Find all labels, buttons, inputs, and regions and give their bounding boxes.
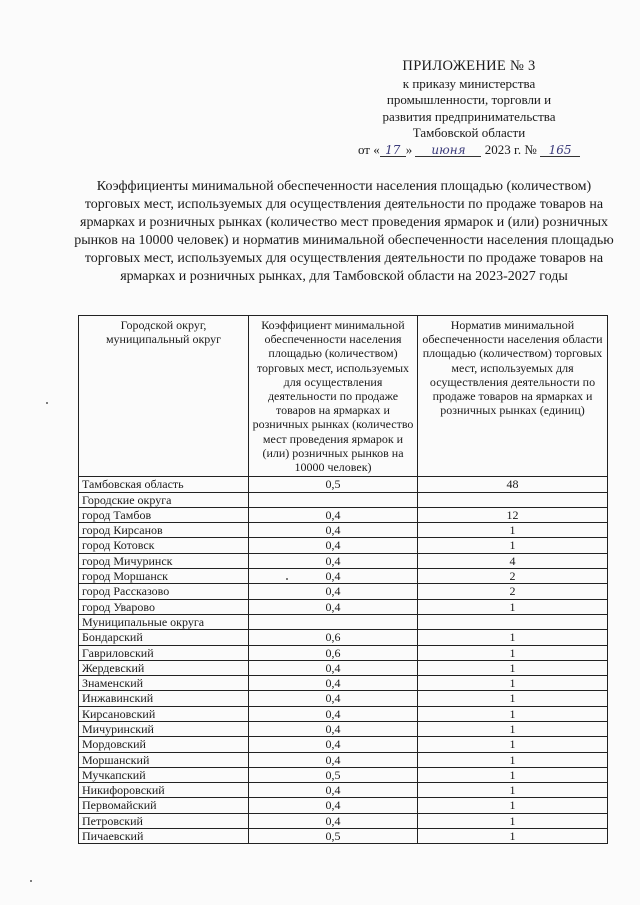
table-row [79, 538, 608, 553]
table-row [79, 599, 608, 614]
table-row [79, 706, 608, 721]
coefficient-cell: 0,4 [249, 752, 418, 767]
column-header-coefficient: Коэффициент минимальной обеспеченности населения площадью (количеством) торговых мест, используемых для осуществления деятельности по продаже товаров на ярмарках и розничных рынках (количество мест проведения ярмарок и (или) розничных рынков на 10000 человек) [249, 316, 418, 477]
norm-cell: 1 [418, 752, 608, 767]
coefficient-cell: 0,4 [249, 569, 418, 584]
norm-cell: 1 [418, 691, 608, 706]
district-name-cell: Гавриловский [79, 645, 249, 660]
district-name-cell: город Тамбов [79, 507, 249, 522]
norm-cell [418, 614, 608, 629]
norm-cell: 1 [418, 767, 608, 782]
scan-speck [46, 402, 48, 404]
district-name-cell: Инжавинский [79, 691, 249, 706]
coefficient-cell: 0,4 [249, 676, 418, 691]
coefficient-cell: 0,6 [249, 630, 418, 645]
table-row [79, 523, 608, 538]
district-name-cell: Моршанский [79, 752, 249, 767]
coefficient-cell: 0,4 [249, 783, 418, 798]
norm-cell [418, 492, 608, 507]
table-row [79, 614, 608, 629]
table-row [79, 553, 608, 568]
handwritten-month: июня [415, 144, 481, 157]
table-row [79, 584, 608, 599]
handwritten-day: 17 [380, 144, 406, 157]
coefficient-cell: 0,4 [249, 798, 418, 813]
norm-cell: 1 [418, 737, 608, 752]
table-row [79, 737, 608, 752]
coefficient-cell: 0,5 [249, 767, 418, 782]
scan-speck [286, 578, 288, 580]
coefficient-cell: 0,4 [249, 660, 418, 675]
district-name-cell: город Моршанск [79, 569, 249, 584]
norm-cell: 1 [418, 706, 608, 721]
table-row [79, 767, 608, 782]
norm-cell: 1 [418, 676, 608, 691]
district-name-cell: Петровский [79, 813, 249, 828]
coefficient-cell: 0,4 [249, 523, 418, 538]
norm-cell: 1 [418, 660, 608, 675]
appendix-block [340, 58, 598, 158]
coefficient-cell: 0,4 [249, 553, 418, 568]
norm-cell: 1 [418, 813, 608, 828]
table-row [79, 569, 608, 584]
table-header-row [79, 316, 608, 477]
coefficient-cell: 0,4 [249, 584, 418, 599]
coefficient-cell: 0,4 [249, 737, 418, 752]
norm-cell: 1 [418, 630, 608, 645]
norm-cell: 48 [418, 477, 608, 492]
appendix-line: к приказу министерства [402, 75, 536, 91]
coefficient-cell: 0,5 [249, 829, 418, 844]
appendix-line: промышленности, торговли и [386, 92, 552, 107]
district-name-cell: город Мичуринск [79, 553, 249, 568]
district-name-cell: Кирсановский [79, 706, 249, 721]
coefficient-cell: 0,4 [249, 691, 418, 706]
column-header-district: Городской округ, муниципальный округ [79, 316, 249, 477]
district-name-cell: город Уварово [79, 599, 249, 614]
coefficient-cell: 0,6 [249, 645, 418, 660]
norm-cell: 4 [418, 553, 608, 568]
table-row [79, 645, 608, 660]
scan-speck [30, 880, 32, 882]
district-name-cell: Мордовский [79, 737, 249, 752]
coefficient-cell: 0,4 [249, 507, 418, 522]
norm-cell: 2 [418, 584, 608, 599]
norm-cell: 1 [418, 721, 608, 736]
coefficient-cell: 0,5 [249, 477, 418, 492]
table-row [79, 813, 608, 828]
district-name-cell: Тамбовская область [79, 477, 249, 492]
district-name-cell: Первомайский [79, 798, 249, 813]
date-year: 2023 г. № [484, 141, 537, 157]
district-name-cell: Мичуринский [79, 721, 249, 736]
norm-cell: 1 [418, 783, 608, 798]
district-name-cell: город Котовск [79, 538, 249, 553]
table-row [79, 660, 608, 675]
appendix-line: Тамбовской области [412, 125, 526, 140]
table-row [79, 477, 608, 492]
district-name-cell: Бондарский [79, 630, 249, 645]
table-row [79, 691, 608, 706]
column-header-norm: Норматив минимальной обеспеченности населения области площадью (количеством) торговых мест, используемых для осуществления деятельности по продаже товаров на ярмарках и розничных рынках (единиц) [418, 316, 608, 477]
district-name-cell: Жердевский [79, 660, 249, 675]
norm-cell: 1 [418, 538, 608, 553]
table-body [79, 477, 608, 844]
district-name-cell: Знаменский [79, 676, 249, 691]
date-mid: » [405, 141, 413, 157]
district-name-cell: Пичаевский [79, 829, 249, 844]
coefficient-cell: 0,4 [249, 813, 418, 828]
norm-cell: 2 [418, 569, 608, 584]
coefficient-cell: 0,4 [249, 538, 418, 553]
table-row [79, 721, 608, 736]
document-title: Коэффициенты минимальной обеспеченности населения площадью (количеством) торговых мест, используемых для осуществления деятельности по продаже товаров на ярмарках и розничных рынках (количество мест проведения ярмарок и (или) розничных рынков на 10000 человек) и норматив минимальной обеспеченности населения площадью торговых мест, используемых для осуществления деятельности по продаже товаров на ярмарках и розничных рынках, для Тамбовской области на 2023-2027 годы [74, 179, 614, 284]
district-name-cell: Никифоровский [79, 783, 249, 798]
norm-cell: 1 [418, 645, 608, 660]
norm-cell: 12 [418, 507, 608, 522]
district-name-cell: Городские округа [79, 492, 249, 507]
coefficient-cell: 0,4 [249, 721, 418, 736]
table-row [79, 783, 608, 798]
coefficients-table [78, 315, 608, 844]
order-date-line [340, 142, 598, 159]
norm-cell: 1 [418, 829, 608, 844]
table-row [79, 507, 608, 522]
appendix-line: развития предпринимательства [382, 108, 556, 124]
district-name-cell: Муниципальные округа [79, 614, 249, 629]
date-prefix: от « [357, 141, 380, 157]
appendix-heading: ПРИЛОЖЕНИЕ № 3 [402, 58, 536, 74]
district-name-cell: Мучкапский [79, 767, 249, 782]
district-name-cell: город Кирсанов [79, 523, 249, 538]
norm-cell: 1 [418, 523, 608, 538]
table-row [79, 829, 608, 844]
table-row [79, 798, 608, 813]
coefficient-cell: 0,4 [249, 706, 418, 721]
table-row [79, 752, 608, 767]
table-row [79, 630, 608, 645]
coefficient-cell: 0,4 [249, 599, 418, 614]
table-row [79, 492, 608, 507]
district-name-cell: город Рассказово [79, 584, 249, 599]
coefficient-cell [249, 614, 418, 629]
coefficient-cell [249, 492, 418, 507]
handwritten-order-number: 165 [540, 144, 580, 157]
norm-cell: 1 [418, 798, 608, 813]
norm-cell: 1 [418, 599, 608, 614]
table-row [79, 676, 608, 691]
